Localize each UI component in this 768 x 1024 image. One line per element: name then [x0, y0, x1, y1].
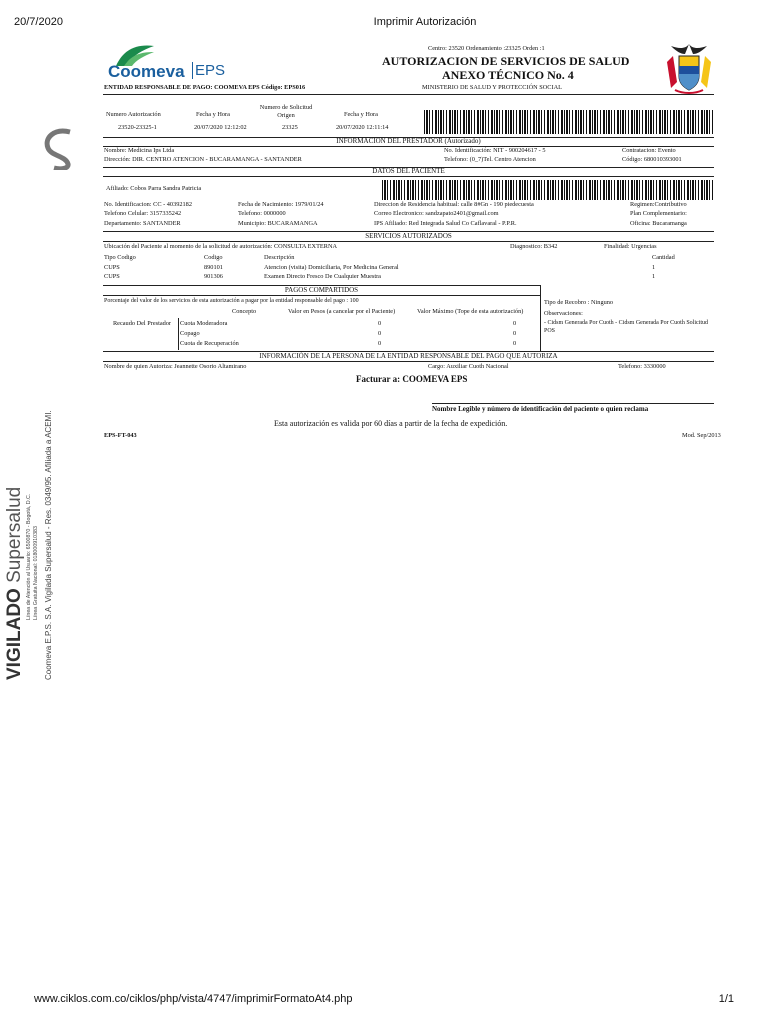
patient-email: Correo Electronico: sandzapato2401@gmail.com	[374, 210, 499, 217]
diagnosis: Diagnostico: B342	[510, 243, 558, 250]
table-row-1-type: CUPS	[104, 264, 120, 271]
signature-label: Nombre Legible y número de identificación del paciente o quien reclama	[432, 405, 649, 413]
observations-label: Observaciones:	[544, 310, 583, 317]
request-number: 23325	[282, 124, 298, 131]
payer-code-value: EPS016	[284, 84, 306, 91]
services-header-description: Descripción	[264, 254, 295, 261]
authorizer-name: Nombre de quien Autoriza: Jeannette Osorio Altamirano	[104, 363, 247, 370]
page-url[interactable]: www.ciklos.com.co/ciklos/php/vista/4747/imprimirFormatoAt4.php	[34, 993, 353, 1005]
document-title: AUTORIZACION DE SERVICIOS DE SALUD	[382, 54, 630, 68]
table-row-2-description: Examen Directo Fresco De Cualquier Muestra	[264, 273, 381, 280]
side-line-1: Línea de Atención al Usuario: 6500870 - Bogotá, D.C.	[26, 493, 32, 620]
patient-section-title: DATOS DEL PACIENTE	[372, 167, 445, 175]
services-header-quantity: Cantidad	[652, 254, 675, 261]
patient-barcode	[382, 180, 714, 200]
payment-row-2-max: 0	[513, 330, 517, 337]
order-meta: Centro: 23520 Ordenamiento :23325 Orden :1	[428, 45, 545, 52]
payer-value: COOMEVA EPS	[214, 84, 260, 91]
patient-department: Departamento: SANTANDER	[104, 220, 181, 227]
provider-section-title: INFORMACION DEL PRESTADOR (Autorizado)	[336, 137, 481, 145]
payments-section-title: PAGOS COMPARTIDOS	[284, 286, 359, 294]
authorizer-section-title: INFORMACIÓN DE LA PERSONA DE LA ENTIDAD RESPONSABLE DEL PAGO QUE AUTORIZA	[259, 352, 558, 360]
concept-header: Concepto	[232, 308, 257, 315]
patient-id: No. Identificacion: CC - 40392182	[104, 201, 192, 208]
table-row-1-description: Atencion (visita) Domiciliaria, Por Medicina General	[264, 264, 399, 271]
patient-office: Oficina: Bucaramanga	[630, 220, 687, 227]
payment-row-1-max: 0	[513, 320, 517, 327]
provider-address: Dirección: DIR. CENTRO ATENCION - BUCARAMANGA - SANTANDER	[104, 156, 302, 163]
payment-row-3-value: 0	[378, 340, 382, 347]
payment-percent: Porcentaje del valor de los servicios de esta autorización a pagar por la entidad responsable del pago : 100	[104, 298, 359, 304]
patient-address: Direccion de Residencia habitual: calle 8#Gn - 190 piedecuesta	[374, 201, 534, 208]
vigilado-text: VIGILADO	[4, 588, 25, 680]
patient-value-header: Valor en Pesos (a cancelar por el Paciente)	[288, 308, 396, 315]
provider-name: Nombre: Medicina Ips Ltda	[104, 147, 175, 154]
patient-city: Municipio: BUCARAMANGA	[238, 220, 318, 227]
request-number-label: Numero de Solicitud Origen	[259, 104, 313, 119]
patient-phone: Telefono: 0000000	[238, 210, 286, 217]
patient-cell: Telefono Celular: 3157335242	[104, 210, 182, 217]
side-line-2: Línea Gratuita Nacional: 018000910383	[32, 526, 39, 620]
table-row-2-type: CUPS	[104, 273, 120, 280]
provider-contract: Contratacion: Evento	[622, 147, 676, 154]
table-row-2-code: 901306	[204, 273, 223, 280]
auth-date-label: Fecha y Hora	[196, 111, 230, 118]
coomeva-logo	[108, 42, 228, 86]
provider-phone: Telefono: (0_7)Tel. Centro Atencion	[444, 156, 536, 163]
ministry: MINISTERIO DE SALUD Y PROTECCIÓN SOCIAL	[422, 84, 562, 91]
logo-name: Coomeva	[108, 62, 185, 81]
max-value-header: Valor Máximo (Tope de esta autorización)	[417, 308, 524, 315]
authorizer-role: Cargo: Auxiliar Cuoth Nacional	[428, 363, 509, 370]
payer-label: ENTIDAD RESPONSABLE DE PAGO:	[104, 84, 213, 91]
payment-row-1-concept: Cuota Moderadora	[180, 320, 228, 327]
form-version: Mod. Sep/2013	[682, 432, 721, 439]
side-line-3: Coomeva E.P.S. S.A. Vigilada Supersalud - Res. 0349/95. Afiliada a ACEMI.	[44, 410, 53, 680]
supersalud-text: Supersalud	[4, 486, 25, 583]
print-date: 20/7/2020	[14, 16, 63, 28]
services-header-type: Tipo Codigo	[104, 254, 136, 261]
payment-row-3-concept: Cuota de Recuperación	[180, 340, 239, 347]
patient-regime: Regimen:Contributivo	[630, 201, 687, 208]
purpose: Finalidad: Urgencias	[604, 243, 657, 250]
payment-row-2-concept: Copago	[180, 330, 200, 337]
patient-name: Afiliado: Cobos Parra Sandra Patricia	[106, 185, 202, 192]
request-date-label: Fecha y Hora	[344, 111, 378, 118]
form-code: EPS-FT-043	[104, 432, 137, 439]
auth-number: 23520-23325-1	[118, 124, 157, 131]
payment-row-1-value: 0	[378, 320, 382, 327]
logo-suffix: EPS	[192, 62, 225, 79]
table-row-2-quantity: 1	[652, 273, 656, 280]
colombia-coat-of-arms-icon	[663, 42, 715, 96]
bill-to: Facturar a: COOMEVA EPS	[356, 374, 468, 384]
supersalud-logo-icon	[40, 126, 78, 170]
patient-ips: IPS Afiliado: Red Integrada Salud Co Caflavaral - P.P.R.	[374, 220, 517, 227]
payment-row-2-value: 0	[378, 330, 382, 337]
payment-row-3-max: 0	[513, 340, 517, 347]
provider-code: Código: 680010393001	[622, 156, 682, 163]
payer-code-label: Código:	[261, 84, 283, 91]
payer-line	[104, 84, 305, 92]
services-section-title: SERVICIOS AUTORIZADOS	[365, 232, 452, 240]
provider-nit: No. Identificación: NIT - 900204617 - 5	[444, 147, 546, 154]
recaudo-label: Recaudo Del Prestador	[112, 320, 172, 327]
patient-location: Ubicación del Paciente al momento de la solicitud de autorización: CONSULTA EXTERNA	[104, 243, 338, 250]
patient-plan: Plan Complementario:	[630, 210, 687, 217]
table-row-1-quantity: 1	[652, 264, 656, 271]
page-number: 1/1	[718, 993, 734, 1005]
auth-date: 20/07/2020 12:12:02	[194, 124, 247, 131]
patient-birth: Fecha de Nacimiento: 1979/01/24	[238, 201, 324, 208]
table-row-1-code: 890101	[204, 264, 223, 271]
validity-text: Esta autorización es valida por 60 días a partir de la fecha de expedición.	[274, 419, 508, 428]
auth-barcode	[424, 110, 714, 134]
auth-number-label: Numero Autorización	[106, 111, 161, 118]
services-header-code: Codigo	[204, 254, 223, 261]
request-date: 20/07/2020 12:11:14	[336, 124, 389, 131]
page-title: Imprimir Autorización	[373, 16, 477, 28]
authorizer-phone: Telefono: 3330000	[618, 363, 666, 370]
recobro-type: Tipo de Recobro : Ninguno	[544, 299, 614, 306]
document-subtitle: ANEXO TÉCNICO No. 4	[442, 68, 574, 82]
observations-text: - Cidsm Generada Por Cuoth - Cidsm Generada Por Cuoth Solicitud POS	[544, 320, 708, 334]
